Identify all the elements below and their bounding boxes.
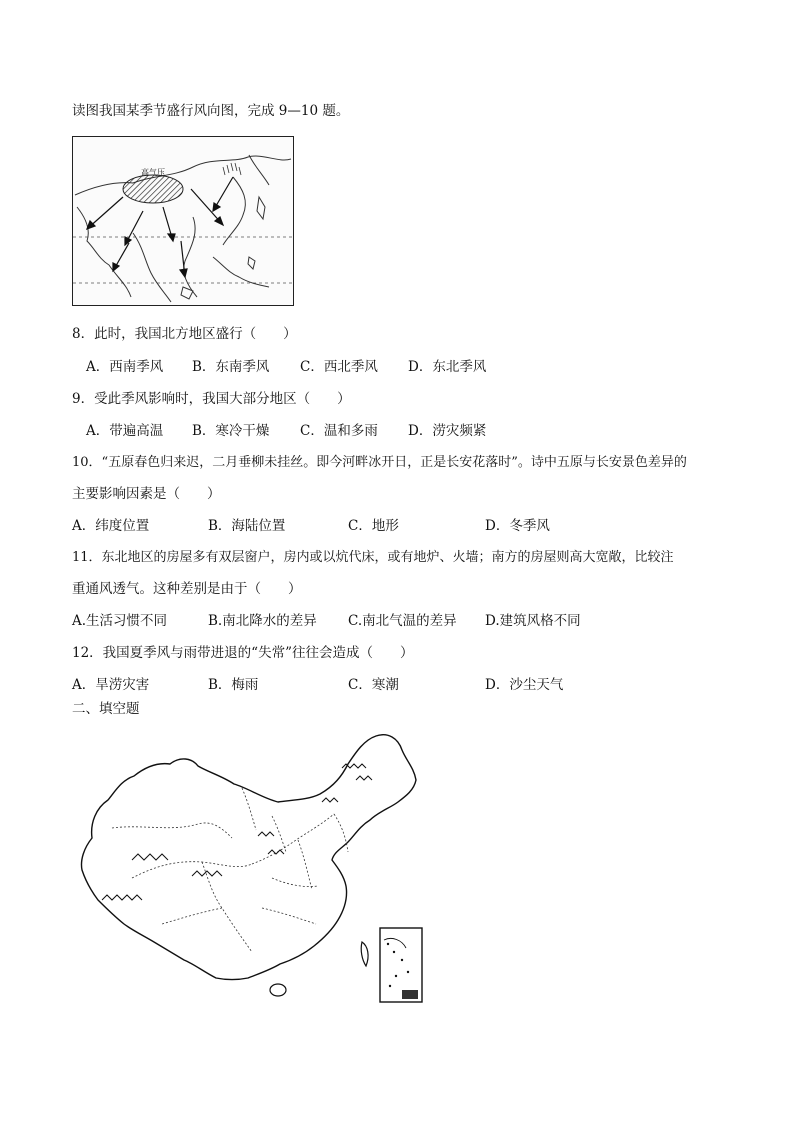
question-12-option-a: A．旱涝灾害 bbox=[72, 677, 150, 693]
question-8-option-c: C．西北季风 bbox=[300, 359, 378, 375]
question-10-option-a: A．纬度位置 bbox=[72, 518, 150, 534]
question-8-stem: 8．此时，我国北方地区盛行（ ） bbox=[72, 326, 297, 342]
question-8-option-b: B．东南季风 bbox=[192, 359, 270, 375]
monsoon-wind-map bbox=[72, 136, 294, 306]
china-outline-map-drawing bbox=[72, 728, 424, 1008]
question-8-option-d: D．东北季风 bbox=[408, 359, 487, 375]
question-9-options bbox=[72, 421, 734, 441]
question-11-stem: 11．东北地区的房屋多有双层窗户，房内或以炕代床，或有地炉、火墙；南方的房屋则高大宽敞，比较注 bbox=[72, 550, 674, 565]
section-2-title: 二、填空题 bbox=[72, 701, 140, 717]
question-8-option-a: A．西南季风 bbox=[86, 359, 164, 375]
question-9-option-c: C．温和多雨 bbox=[300, 423, 378, 439]
question-8-options bbox=[72, 357, 734, 377]
question-9-stem: 9．受此季风影响时，我国大部分地区（ ） bbox=[72, 391, 351, 407]
monsoon-wind-map-drawing bbox=[73, 137, 292, 304]
question-10-stem: 10．“五原春色归来迟，二月垂柳未挂丝。即今河畔冰开日，正是长安花落时”。诗中五原与长安景色差异的 bbox=[72, 455, 687, 470]
question-12-option-d: D．沙尘天气 bbox=[485, 677, 564, 693]
question-12-stem: 12．我国夏季风与雨带进退的“失常”往往会造成（ ） bbox=[72, 645, 414, 661]
question-11-option-c: C.南北气温的差异 bbox=[348, 613, 457, 629]
question-11-stem-cont: 重通风透气。这种差别是由于（ ） bbox=[72, 581, 302, 597]
question-10-option-c: C．地形 bbox=[348, 518, 399, 534]
question-12-option-c: C．寒潮 bbox=[348, 677, 399, 693]
question-9-option-d: D．涝灾频紧 bbox=[408, 423, 487, 439]
question-11-option-b: B.南北降水的差异 bbox=[208, 613, 317, 629]
question-12-option-b: B．梅雨 bbox=[208, 677, 259, 693]
question-11-option-a: A.生活习惯不同 bbox=[72, 613, 168, 629]
question-11-option-d: D.建筑风格不同 bbox=[485, 613, 581, 629]
question-9-option-a: A．带遍高温 bbox=[86, 423, 164, 439]
question-10-option-d: D．冬季风 bbox=[485, 518, 550, 534]
question-10-option-b: B．海陆位置 bbox=[208, 518, 286, 534]
intro-text: 读图我国某季节盛行风向图，完成 9—10 题。 bbox=[72, 103, 350, 119]
china-outline-map bbox=[72, 728, 424, 1008]
question-11-options bbox=[72, 611, 734, 631]
question-9-option-b: B．寒冷干燥 bbox=[192, 423, 270, 439]
high-pressure-label: 高气压 bbox=[141, 168, 165, 177]
question-10-options bbox=[72, 516, 734, 536]
question-10-stem-cont: 主要影响因素是（ ） bbox=[72, 486, 221, 502]
question-12-options bbox=[72, 675, 734, 695]
